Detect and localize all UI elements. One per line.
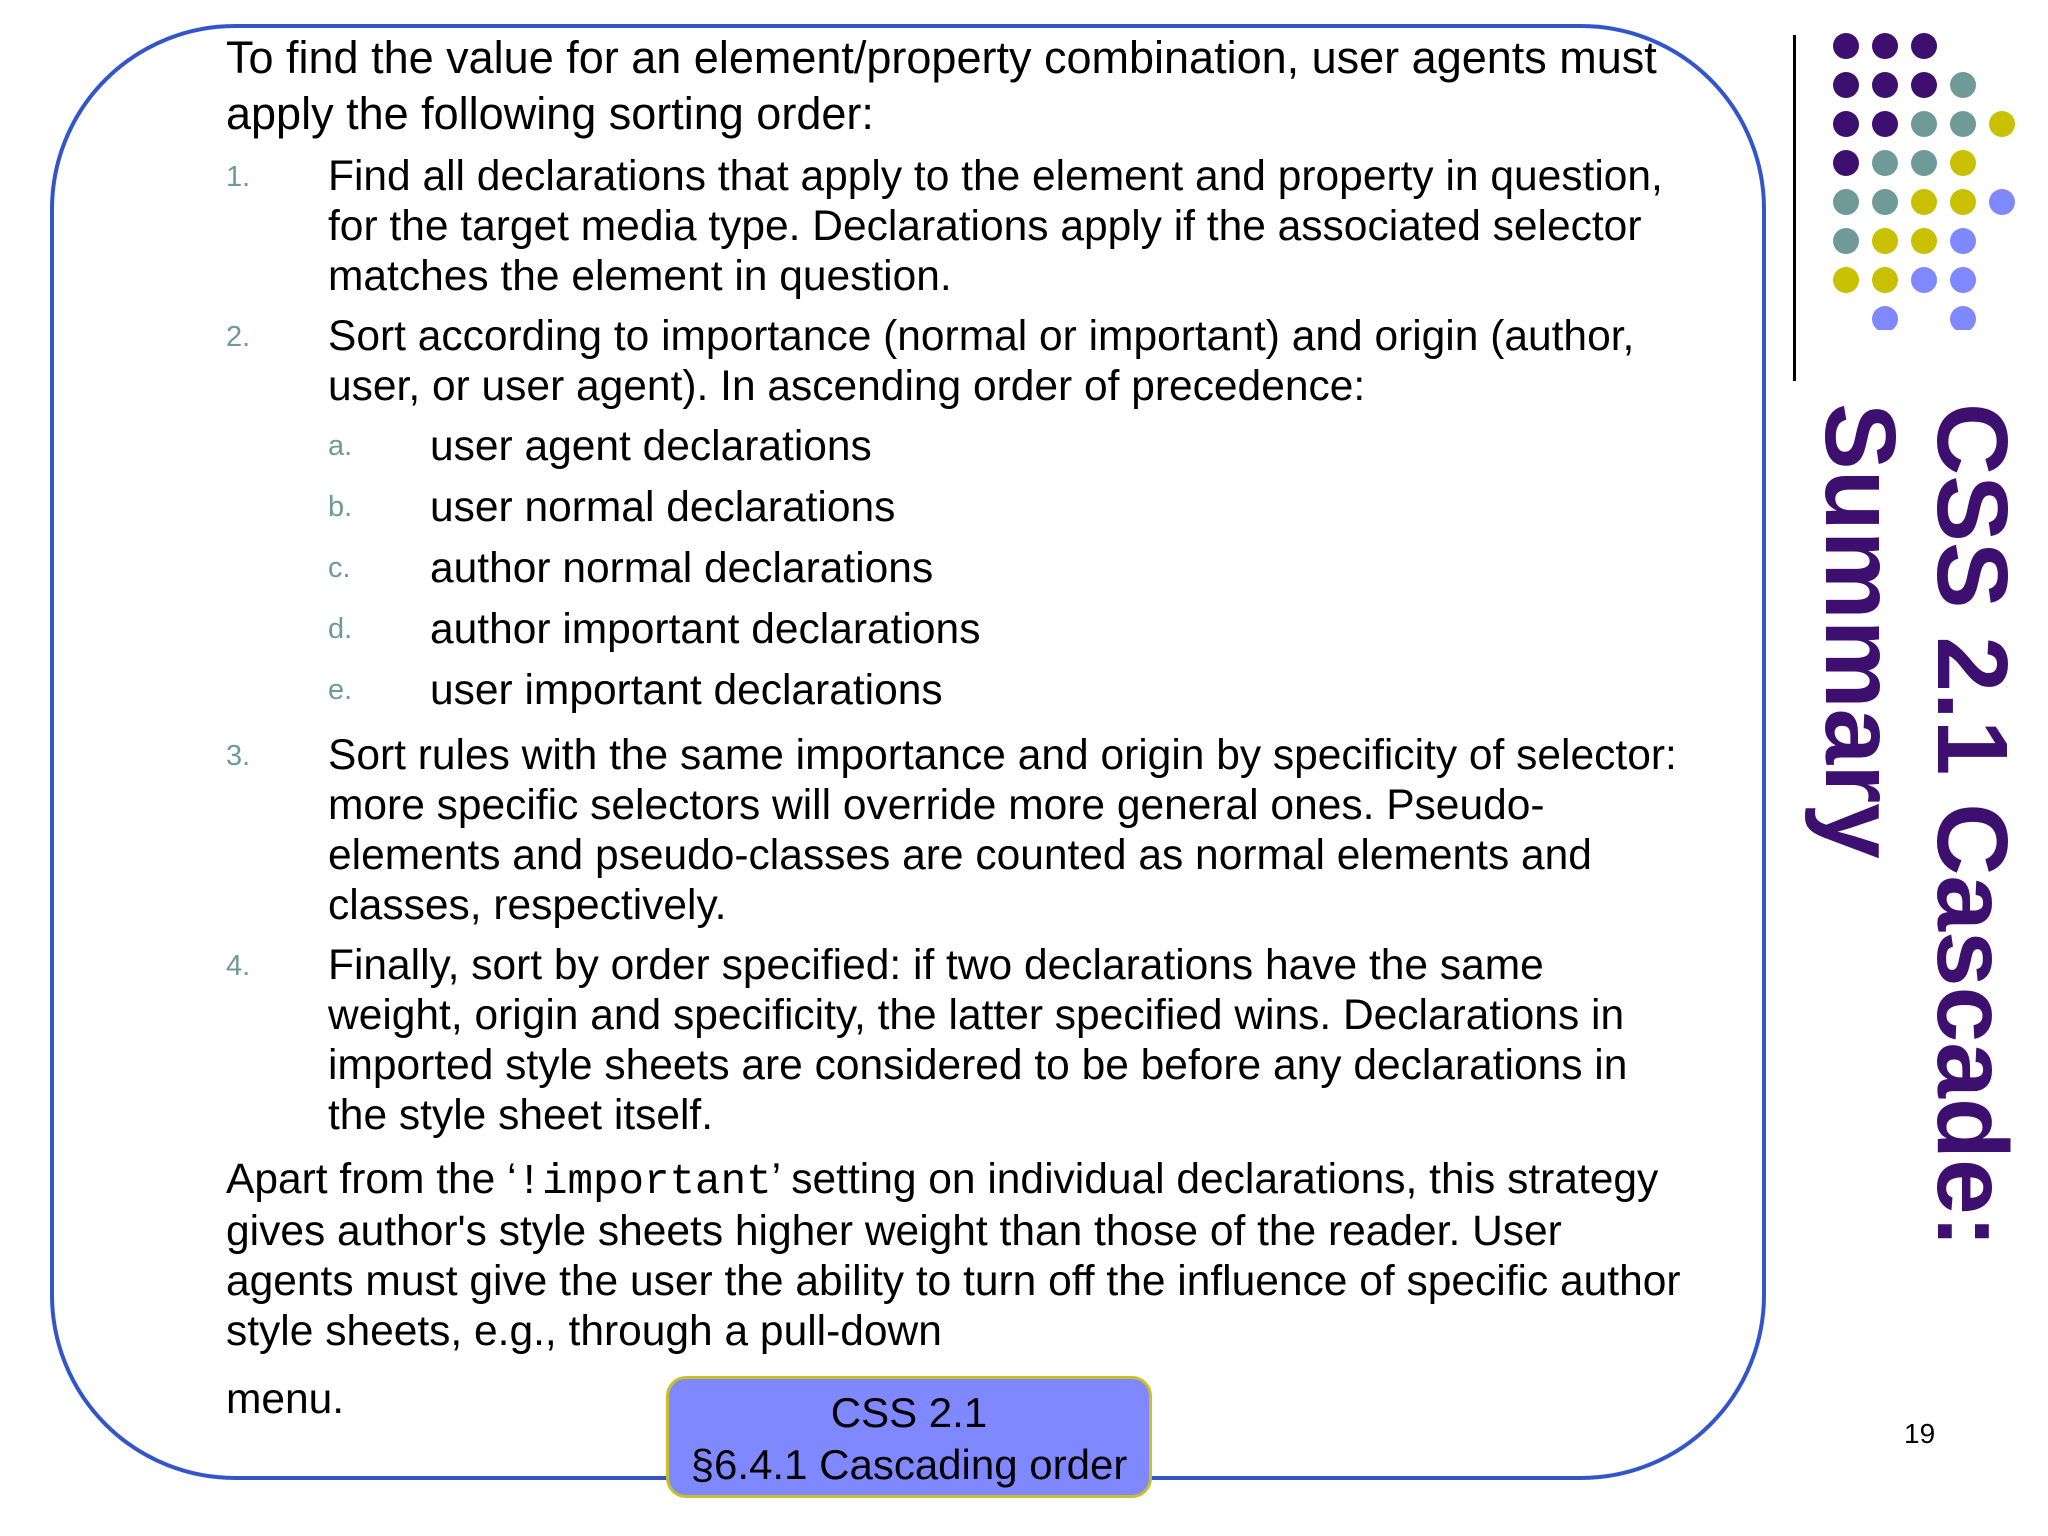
list-marker: 2.	[226, 321, 251, 353]
decorative-dot	[1833, 111, 1859, 137]
decorative-dot	[1950, 228, 1976, 254]
decorative-dot	[1989, 111, 2015, 137]
decorative-dot	[1872, 72, 1898, 98]
intro-paragraph: To find the value for an element/property combination, user agents must apply the following sorting order:	[226, 32, 1657, 139]
decorative-dot	[1950, 72, 1976, 98]
list-marker: d.	[328, 613, 353, 645]
list-item	[328, 416, 1686, 477]
decorative-dot	[1911, 267, 1937, 293]
list-item-text: Finally, sort by order specified: if two declarations have the same weight, origin and specificity, the latter specified wins. Declarations in imported style sheets are considered to be before any declarations in the style sheet itself.	[328, 942, 1628, 1139]
list-marker: b.	[328, 491, 353, 523]
decorative-dot	[1872, 189, 1898, 215]
citation-line: CSS 2.1	[830, 1389, 988, 1436]
important-keyword: !important	[516, 1158, 772, 1206]
list-item	[328, 599, 1686, 660]
decorative-dot	[1872, 228, 1898, 254]
decorative-dot	[1872, 306, 1898, 330]
decorative-dot	[1911, 33, 1937, 59]
list-item	[328, 538, 1686, 599]
list-marker: 4.	[226, 950, 251, 982]
list-item	[328, 660, 1686, 721]
closing-paragraph-end: menu.	[226, 1376, 345, 1423]
list-marker: 1.	[226, 161, 251, 193]
list-item	[226, 152, 1686, 302]
decorative-dot	[1950, 189, 1976, 215]
decorative-dot	[1950, 306, 1976, 330]
decorative-dot	[1833, 228, 1859, 254]
decorative-dot	[1911, 150, 1937, 176]
citation-line: §6.4.1 Cascading order	[690, 1441, 1128, 1488]
spec-citation-box	[666, 1376, 1152, 1498]
decorative-dot	[1911, 72, 1937, 98]
list-item-text: Find all declarations that apply to the element and property in question, for the target media type. Declarations apply if the associated selector matches the element in question.	[328, 153, 1663, 300]
decorative-dot	[1833, 267, 1859, 293]
decorative-dot	[1989, 189, 2015, 215]
decorative-dot	[1911, 228, 1937, 254]
list-item	[226, 941, 1686, 1141]
decorative-dot	[1833, 72, 1859, 98]
slide-title-line: Summary	[1804, 403, 1916, 859]
list-marker: a.	[328, 430, 353, 462]
list-item-text: user important declarations	[430, 667, 943, 714]
list-item-text: author normal declarations	[430, 545, 934, 592]
page-number: 19	[1904, 1418, 1936, 1449]
list-item	[328, 477, 1686, 538]
list-item	[226, 731, 1686, 931]
precedence-sublist	[328, 416, 1686, 721]
decorative-dot	[1950, 267, 1976, 293]
decorative-dot	[1872, 150, 1898, 176]
closing-paragraph: Apart from the ‘!important’ setting on individual declarations, this strategy gives author's style sheets higher weight than those of the reader. User agents must give the user the ability to turn off the influence of specific author style sheets, e.g., through a pull-down	[226, 1156, 1681, 1355]
list-item-text: Sort rules with the same importance and origin by specificity of selector: more specific selectors will override more general ones. Pseudo-elements and pseudo-classes are counted as normal elements and classes, respectively.	[328, 732, 1677, 929]
list-marker: c.	[328, 552, 351, 584]
slide-title-line: CSS 2.1 Cascade:	[1916, 403, 2028, 1248]
slide-title	[1805, 403, 2028, 1303]
decorative-dot	[1833, 189, 1859, 215]
list-item-text: Sort according to importance (normal or important) and origin (author, user, or user agent). In ascending order of precedence:	[328, 313, 1635, 410]
decorative-dot	[1911, 111, 1937, 137]
decorative-dot	[1833, 150, 1859, 176]
list-item-text: user normal declarations	[430, 484, 896, 531]
list-item-text: author important declarations	[430, 606, 981, 653]
decorative-dot-grid	[1830, 30, 2026, 330]
decorative-dot	[1833, 33, 1859, 59]
list-marker: e.	[328, 674, 353, 706]
decorative-dot	[1950, 150, 1976, 176]
title-divider	[1793, 35, 1796, 381]
list-item-text: user agent declarations	[430, 423, 872, 470]
sorting-steps-list	[226, 152, 1686, 1141]
decorative-dot	[1911, 189, 1937, 215]
list-item	[226, 312, 1686, 721]
decorative-dot	[1872, 33, 1898, 59]
slide-body	[226, 30, 1686, 1425]
decorative-dot	[1950, 111, 1976, 137]
list-marker: 3.	[226, 740, 251, 772]
decorative-dot	[1872, 111, 1898, 137]
decorative-dot	[1872, 267, 1898, 293]
